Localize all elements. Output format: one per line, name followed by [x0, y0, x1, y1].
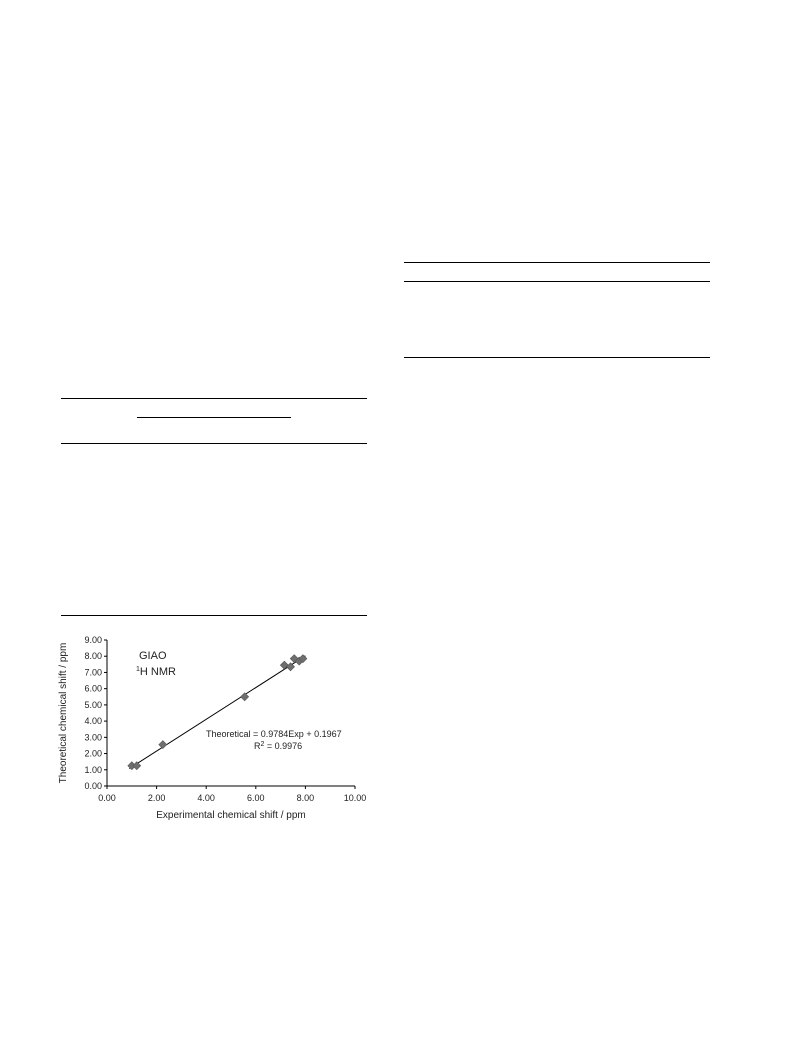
ticks: [84, 635, 366, 803]
y-tick-label: 9.00: [84, 635, 102, 645]
x-axis-title: Experimental chemical shift / ppm: [156, 810, 306, 821]
nmr-correlation-chart: [55, 630, 375, 830]
r-squared-r: R: [254, 741, 261, 751]
table-bottom-rule-left: [61, 615, 367, 616]
data-point: [241, 693, 249, 701]
y-tick-label: 4.00: [84, 716, 102, 727]
data-point: [133, 762, 141, 770]
method-label: GIAO: [139, 650, 167, 662]
r-squared-label: [254, 741, 302, 751]
nucleus-superscript: 1: [136, 666, 140, 673]
r-squared-superscript: 2: [260, 741, 265, 748]
y-tick-label: 7.00: [84, 667, 102, 678]
y-axis-title: Theoretical chemical shift / ppm: [58, 642, 69, 784]
x-tick-label: 0.00: [98, 793, 116, 803]
x-tick-label: 10.00: [343, 793, 367, 803]
y-tick-label: 1.00: [84, 764, 102, 775]
table-bottom-rule-right: [404, 357, 710, 358]
table-top-rule-right: [404, 262, 710, 263]
x-tick-label: 6.00: [247, 793, 265, 803]
y-tick-label: 3.00: [84, 732, 102, 743]
table-header-rule-right: [404, 281, 710, 282]
y-tick-label: 5.00: [84, 699, 102, 710]
x-tick-label: 8.00: [296, 793, 315, 803]
table-header-rule-left: [61, 443, 367, 444]
chart-svg: [55, 630, 375, 830]
x-tick-label: 4.00: [197, 793, 215, 803]
y-tick-label: 6.00: [84, 683, 102, 694]
y-tick-label: 2.00: [84, 748, 102, 759]
nucleus-label: [136, 666, 176, 678]
r-squared-value: = 0.9976: [264, 741, 303, 751]
data-point: [159, 741, 167, 749]
y-tick-label: 0.00: [84, 781, 102, 791]
fit-equation: Theoretical = 0.9784Exp + 0.1967: [206, 729, 342, 739]
table-top-rule-left: [61, 398, 367, 399]
x-tick-label: 2.00: [147, 793, 166, 803]
nucleus-text: H NMR: [139, 666, 176, 678]
y-tick-label: 8.00: [84, 651, 102, 662]
table-subheader-rule-left: [137, 417, 291, 418]
